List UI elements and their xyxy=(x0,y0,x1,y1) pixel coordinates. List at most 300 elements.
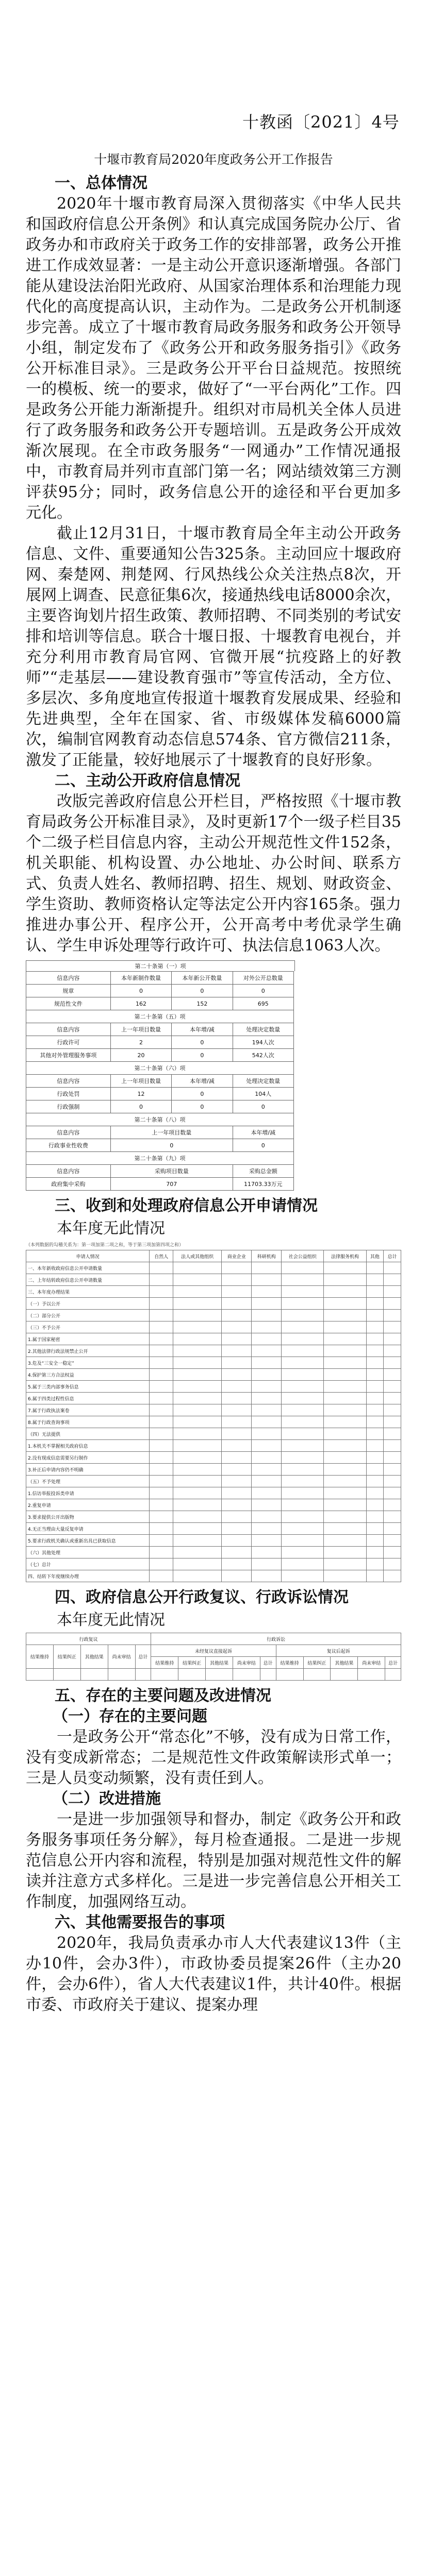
table-cell xyxy=(150,1333,173,1345)
table-cell xyxy=(222,1274,252,1286)
table-header-cell: 结果维持 xyxy=(151,1657,178,1669)
table-cell xyxy=(252,1274,282,1286)
table-row-label: 1.信访举报投诉类申请 xyxy=(26,1487,150,1499)
table-header-cell: 本年增/减 xyxy=(172,1075,233,1088)
table-cell xyxy=(282,1558,324,1570)
section-3-table-note: （本列数据的勾稽关系为：第一项加第二项之和，等于第三项加第四项之和） xyxy=(26,1243,184,1248)
table-item-1 xyxy=(26,971,294,1191)
table-cell xyxy=(222,1262,252,1274)
table-cell xyxy=(282,1321,324,1333)
table-row-label: 2.重复申请 xyxy=(26,1499,150,1511)
table-row-label: 四、结转下年度继续办理 xyxy=(26,1570,150,1582)
table-row xyxy=(26,1440,401,1452)
table-cell: 0 xyxy=(233,985,293,997)
table-cell xyxy=(252,1416,282,1428)
table-cell xyxy=(324,1286,366,1298)
table-cell: 0 xyxy=(233,1139,293,1152)
table-cell xyxy=(384,1440,401,1452)
table-cell: 20 xyxy=(110,1049,171,1062)
table-cell xyxy=(282,1345,324,1357)
table-cell xyxy=(324,1310,366,1321)
table-header-cell: 对外公开总数量 xyxy=(233,972,293,985)
table-cell: 152 xyxy=(172,997,233,1010)
table-cell xyxy=(252,1452,282,1464)
table-cell xyxy=(324,1535,366,1547)
table-cell xyxy=(366,1523,384,1535)
table-header-row xyxy=(26,1126,294,1139)
table-cell xyxy=(222,1499,252,1511)
table-cell: 0 xyxy=(110,1100,171,1113)
table-cell xyxy=(384,1345,401,1357)
table-row xyxy=(26,1139,294,1152)
table-header-cell: 总计 xyxy=(260,1657,276,1669)
table-header-cell: 社会公益组织 xyxy=(282,1250,324,1262)
table-row xyxy=(26,1404,401,1416)
table-cell xyxy=(282,1499,324,1511)
table-cell xyxy=(252,1547,282,1558)
table-header-cell: 商业企业 xyxy=(222,1250,252,1262)
table-cell xyxy=(173,1464,222,1476)
table-row xyxy=(26,1049,294,1062)
table-cell: 行政事业性收费 xyxy=(26,1139,111,1152)
table-row xyxy=(26,1416,401,1428)
table-row-label: 2.没有现成信息需要另行制作 xyxy=(26,1452,150,1464)
table-cell xyxy=(324,1511,366,1523)
table-row xyxy=(26,1523,401,1535)
table-cell: 0 xyxy=(110,1139,233,1152)
table-cell xyxy=(366,1345,384,1357)
table-cell xyxy=(150,1298,173,1310)
table-cell xyxy=(366,1321,384,1333)
table-cell xyxy=(324,1274,366,1286)
table-cell xyxy=(384,1511,401,1523)
table-cell xyxy=(366,1286,384,1298)
table-cell xyxy=(252,1357,282,1369)
table-cell xyxy=(222,1523,252,1535)
table-cell xyxy=(173,1298,222,1310)
table-cell xyxy=(150,1570,173,1582)
table-cell xyxy=(324,1321,366,1333)
table-cell xyxy=(384,1523,401,1535)
table-cell xyxy=(222,1558,252,1570)
table-cell xyxy=(282,1440,324,1452)
table-cell xyxy=(222,1357,252,1369)
table-cell xyxy=(222,1535,252,1547)
table-cell: 政府集中采购 xyxy=(26,1178,111,1191)
section-5-paragraph-2: 一是进一步加强领导和督办，制定《政务公开和政务服务事项任务分解》，每月检查通报。二是进一步规范信息公开内容和流程，特别是加强对规范性文件的解读并注意方式多样化。三是进一步完善信息公开相关工作制度，加强网络互动。 xyxy=(26,1810,401,1911)
table-header-cell: 法律服务机构 xyxy=(324,1250,366,1262)
table-cell xyxy=(252,1262,282,1274)
table-cell xyxy=(222,1428,252,1440)
table-header-row xyxy=(26,1075,294,1088)
table-caption-item-9: 第二十条第（九）项 xyxy=(26,1152,294,1165)
table-cell xyxy=(276,1669,303,1681)
table-row xyxy=(26,1321,401,1333)
table-cell xyxy=(384,1570,401,1582)
table-cell xyxy=(108,1669,135,1681)
table-cell xyxy=(385,1669,401,1681)
table-row-label: 6.属于四类过程性信息 xyxy=(26,1393,150,1404)
table-row xyxy=(26,1499,401,1511)
table-cell xyxy=(252,1345,282,1357)
table-row-label: 1.属于国家秘密 xyxy=(26,1333,150,1345)
table-cell: 707 xyxy=(110,1178,233,1191)
section-1-paragraph-1: 2020年十堰市教育局深入贯彻落实《中华人民共和国政府信息公开条例》和认真完成国务院办公厅、省政务办和市政府关于政务工作的安排部署，政务公开推进工作成效显著：一是主动公开意识逐渐增强。各部门能从建设法治阳光政府、从国家治理体系和治理能力现代化的高度提高认识，主动作为。二是政务公开机制逐步完善。成立了十堰市教育局政务服务和政务公开领导小组，制定发布了《政务公开和政务服务指引》《政务公开标准目录》。三是政务公开平台日益规范。按照统一的模板、统一的要求，做好了“一平台两化”工作。四是政务公开能力渐渐提升。组织对市局机关全体人员进行了政务服务和政务公开专题培训。五是政务公开成效渐次展现。在全市政务服务“一网通办”工作情况通报中，市教育局并列市直部门第一名；网站绩效第三方测评获95分；同时，政务信息公开的途径和平台更加多元化。 xyxy=(26,195,401,522)
table-cell xyxy=(282,1570,324,1582)
table-header-cell: 行政诉讼 xyxy=(151,1633,401,1645)
table-cell xyxy=(384,1547,401,1558)
table-row xyxy=(26,997,294,1010)
table-cell xyxy=(150,1428,173,1440)
table-cell xyxy=(282,1428,324,1440)
table-cell xyxy=(53,1669,80,1681)
table-cell: 0 xyxy=(110,985,171,997)
table-row xyxy=(26,1452,401,1464)
table-row-label: （二）部分公开 xyxy=(26,1310,150,1321)
table-cell xyxy=(366,1440,384,1452)
table-cell xyxy=(324,1369,366,1381)
table-cell xyxy=(358,1669,385,1681)
table-cell xyxy=(173,1274,222,1286)
table-cell: 0 xyxy=(172,1036,233,1049)
table-cell xyxy=(366,1499,384,1511)
table-cell xyxy=(206,1669,233,1681)
table-cell xyxy=(222,1476,252,1487)
section-3-heading: 三、收到和处理政府信息公开申请情况 xyxy=(55,1197,318,1215)
table-row xyxy=(26,1547,401,1558)
table-cell xyxy=(324,1570,366,1582)
table-cell xyxy=(173,1333,222,1345)
table-cell xyxy=(324,1333,366,1345)
table-cell xyxy=(252,1333,282,1345)
table-cell xyxy=(173,1345,222,1357)
table-cell xyxy=(150,1464,173,1476)
table-header-cell: 信息内容 xyxy=(26,1165,111,1178)
table-row xyxy=(26,1511,401,1523)
table-cell xyxy=(222,1393,252,1404)
table-cell xyxy=(222,1464,252,1476)
table-cell xyxy=(252,1381,282,1393)
table-cell xyxy=(252,1321,282,1333)
table-cell xyxy=(324,1416,366,1428)
table-header-cell: 信息内容 xyxy=(26,1023,111,1036)
table-cell xyxy=(282,1274,324,1286)
table-header-cell: 自然人 xyxy=(150,1250,173,1262)
table-row xyxy=(26,1357,401,1369)
table-cell xyxy=(150,1476,173,1487)
table-row xyxy=(26,1464,401,1476)
table-header-cell: 信息内容 xyxy=(26,1126,111,1139)
table-cell xyxy=(252,1310,282,1321)
table-cell xyxy=(173,1262,222,1274)
table-cell xyxy=(173,1547,222,1558)
table-cell xyxy=(282,1333,324,1345)
table-cell xyxy=(366,1333,384,1345)
table-row-label: 4.保护第三方合法权益 xyxy=(26,1369,150,1381)
table-cell xyxy=(252,1476,282,1487)
table-cell xyxy=(366,1428,384,1440)
table-cell xyxy=(222,1286,252,1298)
table-cell xyxy=(366,1298,384,1310)
table-cell xyxy=(222,1547,252,1558)
table-cell xyxy=(252,1487,282,1499)
table-row xyxy=(26,1298,401,1310)
table-row-label: 7.属于行政执法案卷 xyxy=(26,1404,150,1416)
table-cell xyxy=(173,1369,222,1381)
table-cell xyxy=(366,1476,384,1487)
table-cell xyxy=(324,1440,366,1452)
table-cell xyxy=(366,1452,384,1464)
table-cell xyxy=(384,1535,401,1547)
table-cell xyxy=(150,1511,173,1523)
section-6-paragraph-1: 2020年，我局负责承办市人大代表建议13件（主办10件，会办3件），市政协委员提案26件（主办20件，会办6件），省人大代表建议1件，共计40件。根据市委、市政府关于建议、提案办理 xyxy=(26,1934,401,2014)
table-cell xyxy=(222,1321,252,1333)
table-cell xyxy=(384,1464,401,1476)
table-cell xyxy=(324,1499,366,1511)
table-cell xyxy=(252,1499,282,1511)
section-4-no-data: 本年度无此情况 xyxy=(57,1611,165,1629)
table-row xyxy=(26,1345,401,1357)
table-header-row xyxy=(26,1645,401,1657)
table-cell xyxy=(150,1487,173,1499)
table-cell xyxy=(282,1393,324,1404)
table-cell: 0 xyxy=(172,985,233,997)
table-cell xyxy=(282,1357,324,1369)
table-cell xyxy=(366,1393,384,1404)
table-cell: 11703.33万元 xyxy=(233,1178,293,1191)
table-cell xyxy=(384,1321,401,1333)
table-row xyxy=(26,1381,401,1393)
table-cell xyxy=(324,1357,366,1369)
table-header-cell: 其他结果 xyxy=(80,1645,108,1669)
review-litigation-table xyxy=(26,1633,401,1681)
table-cell: 2 xyxy=(110,1036,171,1049)
table-header-cell: 结果纠正 xyxy=(303,1657,331,1669)
table-cell xyxy=(324,1523,366,1535)
table-cell xyxy=(222,1310,252,1321)
table-row-label: 5.属于三类内部事务信息 xyxy=(26,1381,150,1393)
table-cell xyxy=(150,1416,173,1428)
table-header-cell: 尚未审结 xyxy=(108,1645,135,1669)
table-row xyxy=(26,1178,294,1191)
table-header-cell: 未经复议直接起诉 xyxy=(151,1645,276,1657)
table-cell xyxy=(150,1404,173,1416)
table-cell xyxy=(384,1499,401,1511)
table-cell xyxy=(233,1669,260,1681)
table-cell xyxy=(173,1416,222,1428)
table-header-cell: 其他结果 xyxy=(206,1657,233,1669)
table-cell xyxy=(366,1547,384,1558)
table-row-label: 3.要求提供公开出版物 xyxy=(26,1511,150,1523)
table-cell xyxy=(252,1523,282,1535)
table-cell xyxy=(222,1345,252,1357)
table-header-cell: 其他结果 xyxy=(331,1657,358,1669)
table-cell xyxy=(150,1499,173,1511)
table-header-cell: 法人或其他组织 xyxy=(173,1250,222,1262)
table-cell xyxy=(324,1262,366,1274)
table-cell xyxy=(282,1511,324,1523)
table-cell xyxy=(324,1404,366,1416)
table-cell xyxy=(135,1669,151,1681)
section-1-heading: 一、总体情况 xyxy=(55,174,147,192)
section-3-no-data: 本年度无此情况 xyxy=(57,1219,165,1238)
table-cell xyxy=(150,1547,173,1558)
table-cell xyxy=(173,1286,222,1298)
document-body xyxy=(26,173,401,2015)
section-6-heading: 六、其他需要报告的事项 xyxy=(55,1913,225,1931)
table-cell: 规章 xyxy=(26,985,111,997)
section-5-subheading-1: （一）存在的主要问题 xyxy=(53,1707,207,1725)
table-cell xyxy=(173,1381,222,1393)
table-cell xyxy=(252,1558,282,1570)
table-row xyxy=(26,1476,401,1487)
table-cell xyxy=(222,1570,252,1582)
table-cell xyxy=(324,1487,366,1499)
table-header-cell: 科研机构 xyxy=(252,1250,282,1262)
table-header-cell: 信息内容 xyxy=(26,1075,111,1088)
table-cell xyxy=(150,1393,173,1404)
table-cell xyxy=(252,1464,282,1476)
table-cell: 12 xyxy=(110,1088,171,1100)
table-cell xyxy=(366,1416,384,1428)
table-cell xyxy=(324,1558,366,1570)
table-cell xyxy=(282,1298,324,1310)
section-2-paragraph-1: 改版完善政府信息公开栏目，严格按照《十堰市教育局政务公开标准目录》，及时更新17个一级子栏目35个二级子栏目信息内容，主动公开规范性文件152条，机关职能、机构设置、办公地址、办公时间、联系方式、负责人姓名、教师招聘、招生、规划、财政资金、学生资助、教师资格认定等法定公开内容165条。强力推进办事公开、程序公开，公开高考中考优录学生确认、学生申诉处理等行政许可、执法信息1063人次。 xyxy=(26,792,401,955)
table-cell xyxy=(173,1321,222,1333)
table-row xyxy=(26,1558,401,1570)
table-cell xyxy=(366,1262,384,1274)
table-cell: 其他对外管理服务事项 xyxy=(26,1049,111,1062)
table-cell xyxy=(384,1476,401,1487)
table-header-cell: 信息内容 xyxy=(26,972,111,985)
table-cell xyxy=(366,1558,384,1570)
table-cell xyxy=(173,1357,222,1369)
section-4-heading: 四、政府信息公开行政复议、行政诉讼情况 xyxy=(55,1588,349,1606)
table-row-label: （三）不予公开 xyxy=(26,1321,150,1333)
table-cell xyxy=(252,1511,282,1523)
table-cell xyxy=(384,1298,401,1310)
table-cell xyxy=(252,1369,282,1381)
table-cell xyxy=(252,1428,282,1440)
table-cell xyxy=(222,1440,252,1452)
table-cell xyxy=(282,1416,324,1428)
table-cell xyxy=(366,1381,384,1393)
table-row-label: 三、本年度办理结果 xyxy=(26,1286,150,1298)
table-cell xyxy=(150,1369,173,1381)
table-cell xyxy=(366,1464,384,1476)
table-row xyxy=(26,1369,401,1381)
table-row-label: 二、上年结转政府信息公开申请数量 xyxy=(26,1274,150,1286)
table-header-row xyxy=(26,972,294,985)
table-header-cell: 复议后起诉 xyxy=(276,1645,401,1657)
table-row xyxy=(26,1036,294,1049)
table-cell xyxy=(384,1428,401,1440)
table-cell xyxy=(282,1487,324,1499)
table-cell: 162 xyxy=(110,997,171,1010)
table-cell xyxy=(282,1404,324,1416)
table-cell xyxy=(222,1487,252,1499)
table-cell xyxy=(252,1286,282,1298)
table-cell xyxy=(366,1274,384,1286)
table-cell xyxy=(173,1476,222,1487)
table-row-label: 1.本机关不掌握相关政府信息 xyxy=(26,1440,150,1452)
table-cell xyxy=(384,1262,401,1274)
table-cell: 0 xyxy=(172,1049,233,1062)
table-cell xyxy=(282,1535,324,1547)
table-header-cell: 行政复议 xyxy=(26,1633,151,1645)
table-row-label: 8.属于行政查询事项 xyxy=(26,1416,150,1428)
table-cell xyxy=(150,1452,173,1464)
table-cell xyxy=(173,1452,222,1464)
table-row xyxy=(26,1393,401,1404)
table-cell xyxy=(222,1333,252,1345)
table-cell xyxy=(252,1570,282,1582)
table-cell xyxy=(150,1357,173,1369)
table-cell xyxy=(384,1558,401,1570)
table-cell xyxy=(173,1535,222,1547)
table-cell: 0 xyxy=(233,1100,293,1113)
table-cell xyxy=(282,1262,324,1274)
table-cell xyxy=(384,1416,401,1428)
table-cell xyxy=(384,1393,401,1404)
table-cell: 0 xyxy=(172,1088,233,1100)
table-header-row xyxy=(26,1633,401,1645)
table-cell xyxy=(252,1440,282,1452)
table-cell: 104人 xyxy=(233,1088,293,1100)
table-cell xyxy=(366,1570,384,1582)
table-header-cell: 尚未审结 xyxy=(358,1657,385,1669)
table-caption-item-5: 第二十条第（五）项 xyxy=(26,1010,294,1023)
table-cell xyxy=(150,1262,173,1274)
table-header-cell: 总计 xyxy=(385,1657,401,1669)
table-cell: 0 xyxy=(172,1100,233,1113)
table-cell xyxy=(282,1369,324,1381)
table-header-cell: 结果维持 xyxy=(276,1657,303,1669)
table-row xyxy=(26,1100,294,1113)
table-cell: 行政许可 xyxy=(26,1036,111,1049)
table-cell xyxy=(252,1404,282,1416)
table-cell xyxy=(282,1381,324,1393)
table-row xyxy=(26,1310,401,1321)
table-cell xyxy=(324,1345,366,1357)
table-row xyxy=(26,1428,401,1440)
table-cell xyxy=(222,1404,252,1416)
table-cell xyxy=(282,1464,324,1476)
table-header-row xyxy=(26,1165,294,1178)
table-cell xyxy=(222,1452,252,1464)
table-row xyxy=(26,1535,401,1547)
table-header-cell: 其他 xyxy=(366,1250,384,1262)
document-number: 十教函〔2021〕4号 xyxy=(242,112,400,132)
table-cell xyxy=(252,1298,282,1310)
table-cell: 194人次 xyxy=(233,1036,293,1049)
table-row xyxy=(26,1088,294,1100)
section-2-heading: 二、主动公开政府信息情况 xyxy=(55,772,240,790)
table-cell xyxy=(324,1393,366,1404)
table-header-cell: 处理决定数量 xyxy=(233,1023,293,1036)
table-cell xyxy=(282,1310,324,1321)
table-cell xyxy=(324,1381,366,1393)
table-header-cell: 总计 xyxy=(135,1645,151,1669)
table-cell xyxy=(26,1669,54,1681)
table-cell xyxy=(384,1333,401,1345)
table-header-cell: 采购项目数量 xyxy=(110,1165,233,1178)
table-row-label: 一、本年新收政府信息公开申请数量 xyxy=(26,1262,150,1274)
table-cell: 行政强制 xyxy=(26,1100,111,1113)
table-cell xyxy=(384,1310,401,1321)
table-cell xyxy=(324,1452,366,1464)
table-row xyxy=(26,985,294,997)
